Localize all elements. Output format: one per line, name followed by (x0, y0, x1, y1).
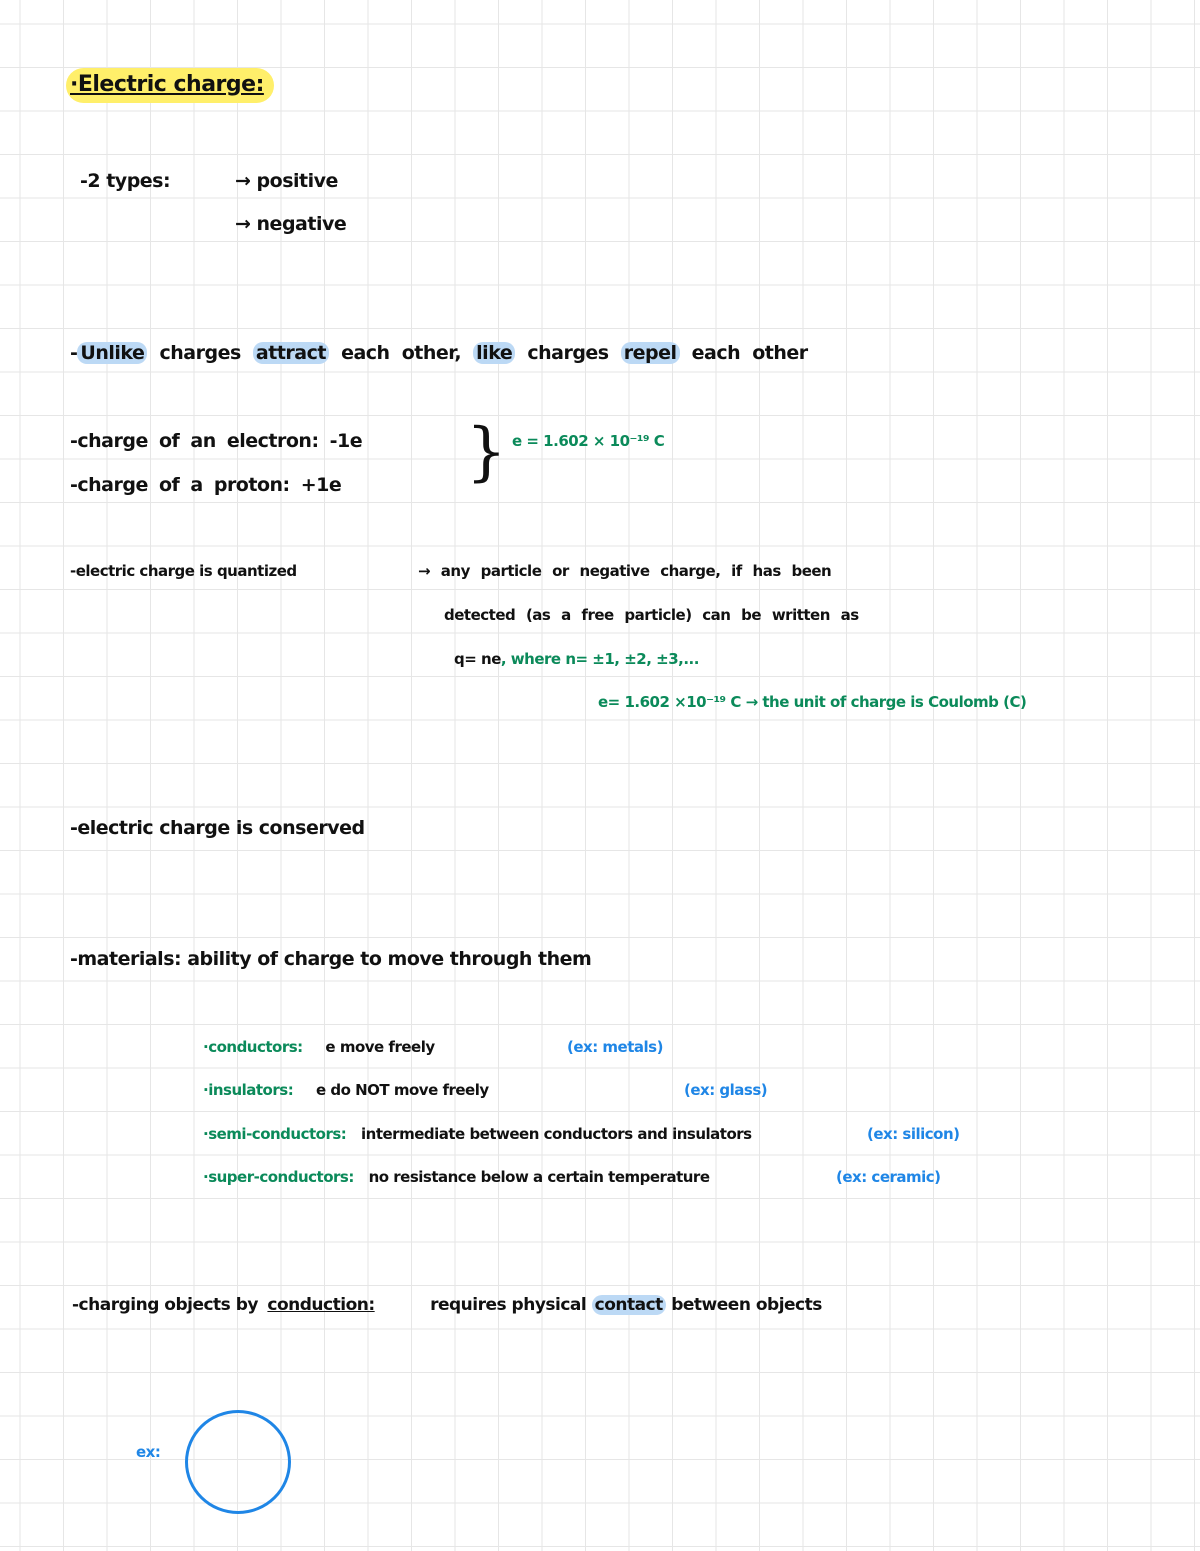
example-insulators: (ex: glass) (684, 1081, 768, 1099)
type-positive: → positive (235, 170, 338, 192)
page-title: ·Electric charge: (66, 72, 274, 97)
conserved-rule: -electric charge is conserved (70, 817, 365, 839)
material-semiconductors: ·semi-conductors: intermediate between conductors and insulators (203, 1125, 752, 1143)
highlight-unlike: Unlike (77, 342, 147, 364)
attraction-rule: - Unlike charges attract each other, like charges repel each other (70, 342, 808, 364)
material-superconductors: ·super-conductors: no resistance below a certain temperature (203, 1168, 710, 1186)
highlight-like: like (473, 342, 515, 364)
types-label: -2 types: (80, 170, 171, 192)
quantized-label: -electric charge is quantized (70, 562, 297, 580)
material-insulators: ·insulators: e do NOT move freely (203, 1081, 489, 1099)
highlight-repel: repel (621, 342, 680, 364)
example-superconductors: (ex: ceramic) (836, 1168, 941, 1186)
material-conductors: ·conductors: e move freely (203, 1038, 435, 1056)
example-label: ex: (136, 1443, 161, 1461)
conduction-rule: -charging objects by conduction: requires physical contact between objects (72, 1295, 822, 1315)
quantized-line-1: → any particle or negative charge, if has been (418, 562, 832, 580)
elementary-charge-value: e = 1.602 × 10⁻¹⁹ C (512, 432, 665, 450)
example-circle (185, 1410, 291, 1514)
type-negative: → negative (235, 213, 347, 235)
example-conductors: (ex: metals) (567, 1038, 663, 1056)
highlight-contact: contact (592, 1295, 666, 1315)
quantized-formula: q= ne, where n= ±1, ±2, ±3,... (454, 650, 699, 668)
coulomb-unit-line: e= 1.602 ×10⁻¹⁹ C → the unit of charge is Coulomb (C) (598, 693, 1027, 711)
electron-charge: -charge of an electron: -1e (70, 430, 363, 452)
highlight-attract: attract (253, 342, 329, 364)
example-semiconductors: (ex: silicon) (867, 1125, 960, 1143)
curly-brace: } (466, 415, 507, 489)
proton-charge: -charge of a proton: +1e (70, 474, 342, 496)
quantized-line-2: detected (as a free particle) can be written as (444, 606, 859, 624)
materials-label: -materials: ability of charge to move through them (70, 948, 592, 970)
